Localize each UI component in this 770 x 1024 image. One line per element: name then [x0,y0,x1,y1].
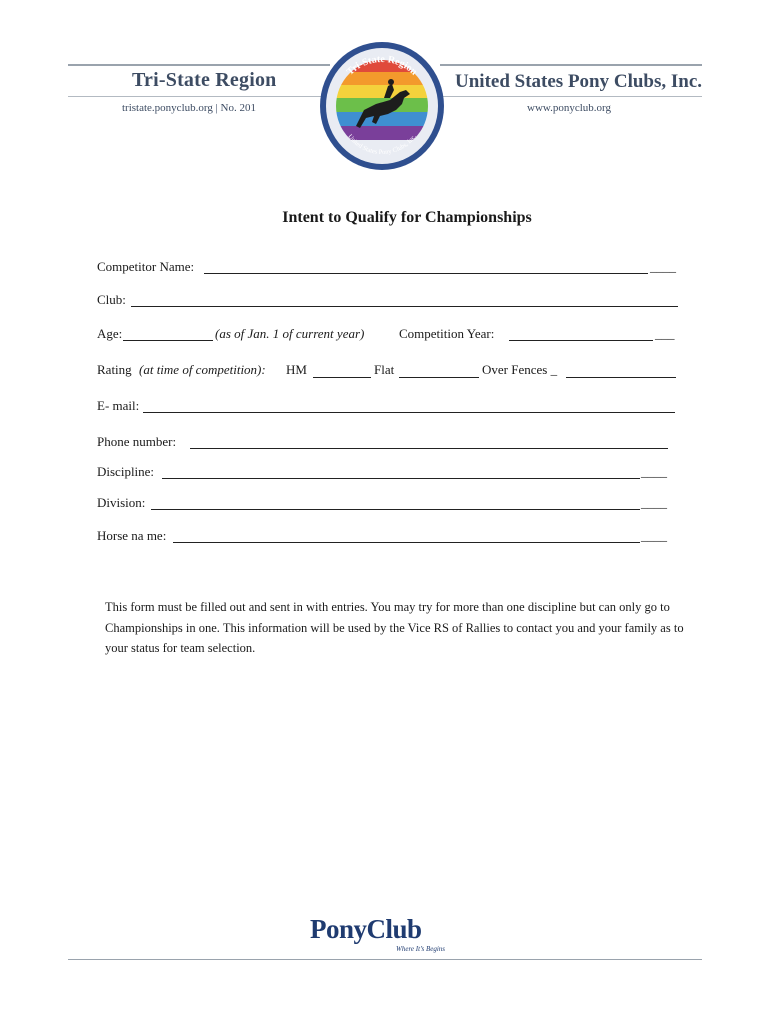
org-subtitle: www.ponyclub.org [527,102,612,114]
header-rule-bottom-right [440,96,702,97]
competitor-name-label: Competitor Name: [97,259,195,274]
phone-field[interactable] [190,448,668,449]
discipline-label: Discipline: [97,464,155,479]
phone-label: Phone number: [97,434,177,449]
region-seal-logo [318,40,446,172]
rating-over-fences-field[interactable] [566,377,676,378]
seal-bottom-text: United States Pony Clubs, Inc. [346,133,418,157]
header-rule-bottom-left [68,96,330,97]
club-field[interactable] [131,306,678,307]
division-field[interactable] [151,509,640,510]
instructions-paragraph: This form must be filled out and sent in with entries. You may try for more than one discipline but can only go to Championships in one. This information will be used by the Vice RS of Rallies to contact you and your family as to your status for team selection. [105,600,684,655]
seal-top-text: Tri-State Region [344,53,420,78]
header-rule-top-left [68,64,330,66]
division-tail: ____ [641,495,667,510]
email-label: E- mail: [97,398,140,413]
competitor-name-field[interactable] [204,273,648,274]
age-note: (as of Jan. 1 of current year) [215,326,365,341]
region-title: Tri-State Region [132,69,277,91]
pony-club-tagline: Where It’s Begins [396,945,445,953]
rating-label: Rating [97,362,132,377]
form-title: Intent to Qualify for Championships [282,209,532,226]
age-field[interactable] [123,340,213,341]
horse-name-field[interactable] [173,542,640,543]
division-label: Division: [97,495,146,510]
competition-year-label: Competition Year: [399,326,495,341]
rating-hm-label: HM [286,362,307,377]
horse-name-tail: ____ [641,528,667,543]
horse-name-label: Horse na me: [97,528,167,543]
rating-hm-field[interactable] [313,377,371,378]
discipline-tail: ____ [641,464,667,479]
pony-club-logo: PonyClub [310,914,422,944]
rating-over-fences-label: Over Fences _ [482,362,558,377]
club-label: Club: [97,292,126,307]
competition-year-field[interactable] [509,340,653,341]
age-label: Age: [97,326,123,341]
org-title: United States Pony Clubs, Inc. [455,71,703,92]
rating-note: (at time of competition): [139,362,266,377]
footer-rule [68,959,702,960]
email-field[interactable] [143,412,675,413]
rating-flat-label: Flat [374,362,395,377]
header-rule-top-right [440,64,702,66]
competitor-name-tail: ____ [650,259,676,274]
region-subtitle: tristate.ponyclub.org | No. 201 [122,102,256,114]
discipline-field[interactable] [162,478,640,479]
rating-flat-field[interactable] [399,377,479,378]
competition-year-tail: ___ [655,326,675,341]
